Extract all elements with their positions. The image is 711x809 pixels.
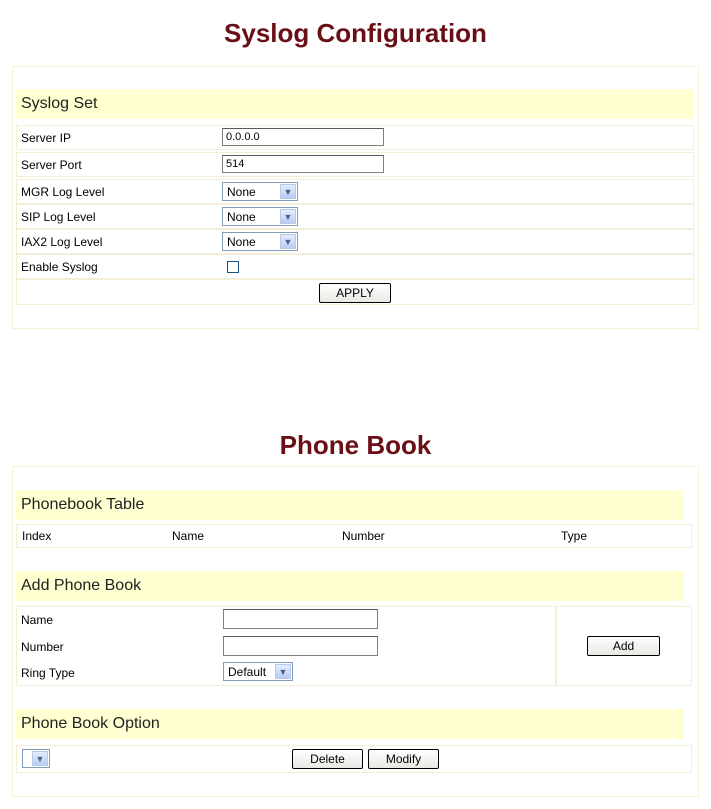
server-port-field[interactable]: 514 xyxy=(222,155,384,173)
mgr-log-level-select[interactable] xyxy=(222,182,298,201)
iax2-log-level-row xyxy=(16,229,694,254)
phonebook-page-title: Phone Book xyxy=(279,430,432,460)
mgr-log-level-row xyxy=(16,179,694,204)
server-ip-field[interactable]: 0.0.0.0 xyxy=(222,128,384,146)
enable-syslog-label: Enable Syslog xyxy=(21,259,98,274)
syslog-section-title: Syslog Set xyxy=(21,95,98,112)
phonebook-option-header xyxy=(16,709,684,739)
sip-log-level-select[interactable] xyxy=(222,207,298,226)
phonebook-entry-select[interactable] xyxy=(22,749,50,768)
enable-syslog-checkbox[interactable] xyxy=(227,261,239,273)
column-header-index: Index xyxy=(22,529,52,543)
ring-type-select[interactable] xyxy=(223,662,293,681)
server-ip-label: Server IP xyxy=(21,130,72,145)
mgr-log-level-value: None xyxy=(227,184,256,199)
sip-log-level-label: SIP Log Level xyxy=(21,209,96,224)
sip-log-level-row xyxy=(16,204,694,229)
enable-syslog-row xyxy=(16,254,694,279)
phonebook-option-title: Phone Book Option xyxy=(21,715,160,732)
phonebook-table-title: Phonebook Table xyxy=(21,496,145,513)
chevron-down-icon[interactable]: ▼ xyxy=(280,184,296,199)
chevron-down-icon[interactable]: ▼ xyxy=(280,209,296,224)
chevron-down-icon[interactable]: ▼ xyxy=(32,751,48,766)
chevron-down-icon[interactable]: ▼ xyxy=(280,234,296,249)
column-header-number: Number xyxy=(342,529,385,543)
chevron-down-icon[interactable]: ▼ xyxy=(275,664,291,679)
ring-type-value: Default xyxy=(228,664,267,679)
name-label: Name xyxy=(21,613,54,627)
modify-button[interactable]: Modify xyxy=(368,749,439,769)
add-button[interactable]: Add xyxy=(587,636,660,656)
column-header-name: Name xyxy=(172,529,205,543)
column-header-type: Type xyxy=(561,529,588,543)
mgr-log-level-label: MGR Log Level xyxy=(21,184,105,199)
delete-button[interactable]: Delete xyxy=(292,749,363,769)
sip-log-level-value: None xyxy=(227,209,256,224)
add-phonebook-title: Add Phone Book xyxy=(21,577,142,594)
server-port-label: Server Port xyxy=(21,157,82,172)
iax2-log-level-label: IAX2 Log Level xyxy=(21,234,103,249)
iax2-log-level-value: None xyxy=(227,234,256,249)
add-phonebook-header xyxy=(16,571,684,601)
iax2-log-level-select[interactable] xyxy=(222,232,298,251)
phonebook-table-header xyxy=(16,490,684,520)
phonebook-column-header-row xyxy=(16,524,692,548)
name-field[interactable] xyxy=(223,609,378,629)
number-label: Number xyxy=(21,640,64,654)
number-field[interactable] xyxy=(223,636,378,656)
syslog-section-header xyxy=(16,89,694,119)
apply-button[interactable]: APPLY xyxy=(319,283,391,303)
syslog-page-title: Syslog Configuration xyxy=(224,18,487,48)
ring-type-label: Ring Type xyxy=(21,666,75,680)
